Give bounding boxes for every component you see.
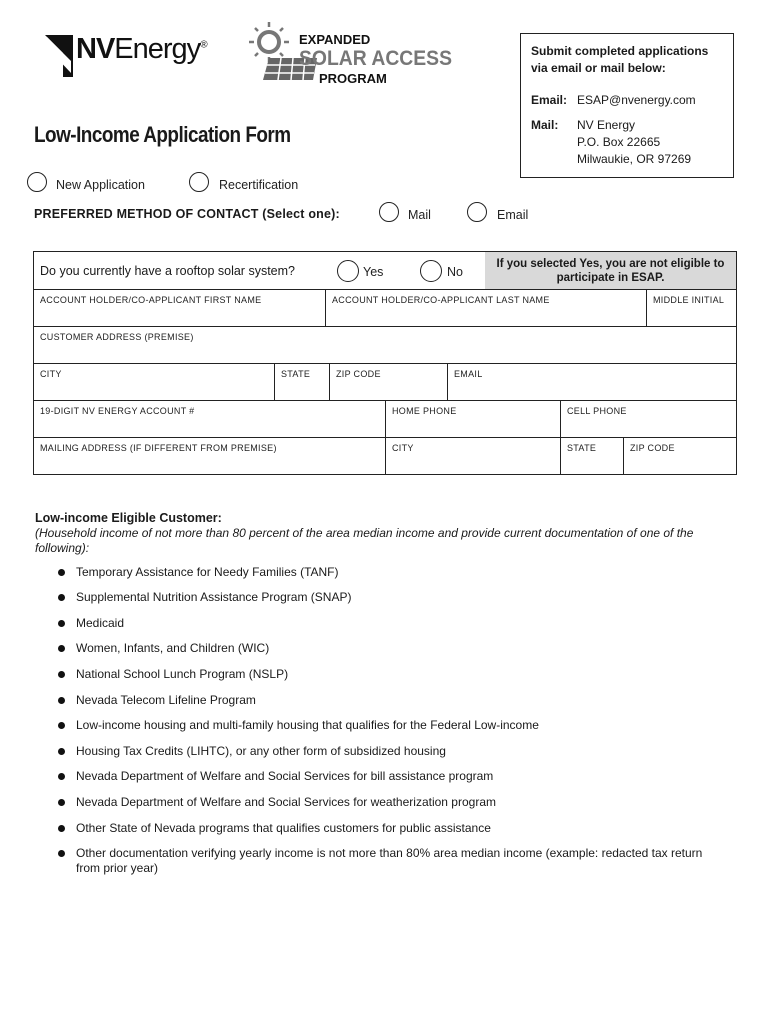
recertification-label: Recertification [219, 178, 299, 192]
page-title: Low-Income Application Form [34, 122, 291, 147]
new-application-radio[interactable] [27, 172, 47, 192]
solar-access-program-logo [247, 18, 462, 88]
mailing-city-field[interactable]: CITY [385, 437, 561, 475]
contact-mail-radio[interactable] [379, 202, 399, 222]
nv-energy-wordmark: NVEnergy® [76, 33, 207, 65]
zip-code-field[interactable]: ZIP CODE [329, 363, 448, 401]
svg-text:SOLAR ACCESS: SOLAR ACCESS [299, 47, 452, 70]
first-name-field[interactable]: ACCOUNT HOLDER/CO-APPLICANT FIRST NAME [33, 289, 326, 327]
solar-yes-label: Yes [363, 265, 384, 279]
contact-email-label: Email [497, 208, 529, 222]
eligibility-title: Low-income Eligible Customer: [35, 511, 222, 525]
applicant-info-table [33, 251, 737, 475]
solar-no-label: No [447, 265, 463, 279]
recertification-radio[interactable] [189, 172, 209, 192]
solar-question: Do you currently have a rooftop solar system? [40, 264, 295, 278]
submission-info-box: Submit completed applications via email or mail below: Email: ESAP@nvenergy.com Mail: NV Energy P.O. Box 22665 Milwaukie, OR 97269 [520, 33, 734, 178]
cell-phone-field[interactable]: CELL PHONE [560, 400, 737, 438]
new-application-label: New Application [56, 178, 145, 192]
mailing-zip-field[interactable]: ZIP CODE [623, 437, 737, 475]
email-field[interactable]: EMAIL [447, 363, 737, 401]
city-field[interactable]: CITY [33, 363, 275, 401]
solar-no-radio[interactable] [420, 260, 442, 282]
solar-yes-radio[interactable] [337, 260, 359, 282]
eligibility-note: (Household income of not more than 80 percent of the area median income and provide current documentation of one of the following): [35, 526, 694, 555]
mailing-address-field[interactable]: MAILING ADDRESS (IF DIFFERENT FROM PREMISE) [33, 437, 386, 475]
state-field[interactable]: STATE [274, 363, 330, 401]
middle-initial-field[interactable]: MIDDLE INITIAL [646, 289, 737, 327]
submission-intro: Submit completed applications via email or mail below: [531, 44, 709, 75]
ineligible-notice: If you selected Yes, you are not eligible to participate in ESAP. [485, 252, 736, 289]
last-name-field[interactable]: ACCOUNT HOLDER/CO-APPLICANT LAST NAME [325, 289, 647, 327]
mailing-state-field[interactable]: STATE [560, 437, 624, 475]
contact-email-radio[interactable] [467, 202, 487, 222]
home-phone-field[interactable]: HOME PHONE [385, 400, 561, 438]
submission-email[interactable]: ESAP@nvenergy.com [577, 93, 696, 107]
customer-address-field[interactable]: CUSTOMER ADDRESS (PREMISE) [33, 326, 737, 364]
preferred-contact-label: PREFERRED METHOD OF CONTACT (Select one): [34, 207, 340, 221]
contact-mail-label: Mail [408, 208, 431, 222]
account-number-field[interactable]: 19-DIGIT NV ENERGY ACCOUNT # [33, 400, 386, 438]
svg-text:EXPANDED: EXPANDED [299, 32, 371, 47]
svg-text:PROGRAM: PROGRAM [319, 71, 387, 86]
